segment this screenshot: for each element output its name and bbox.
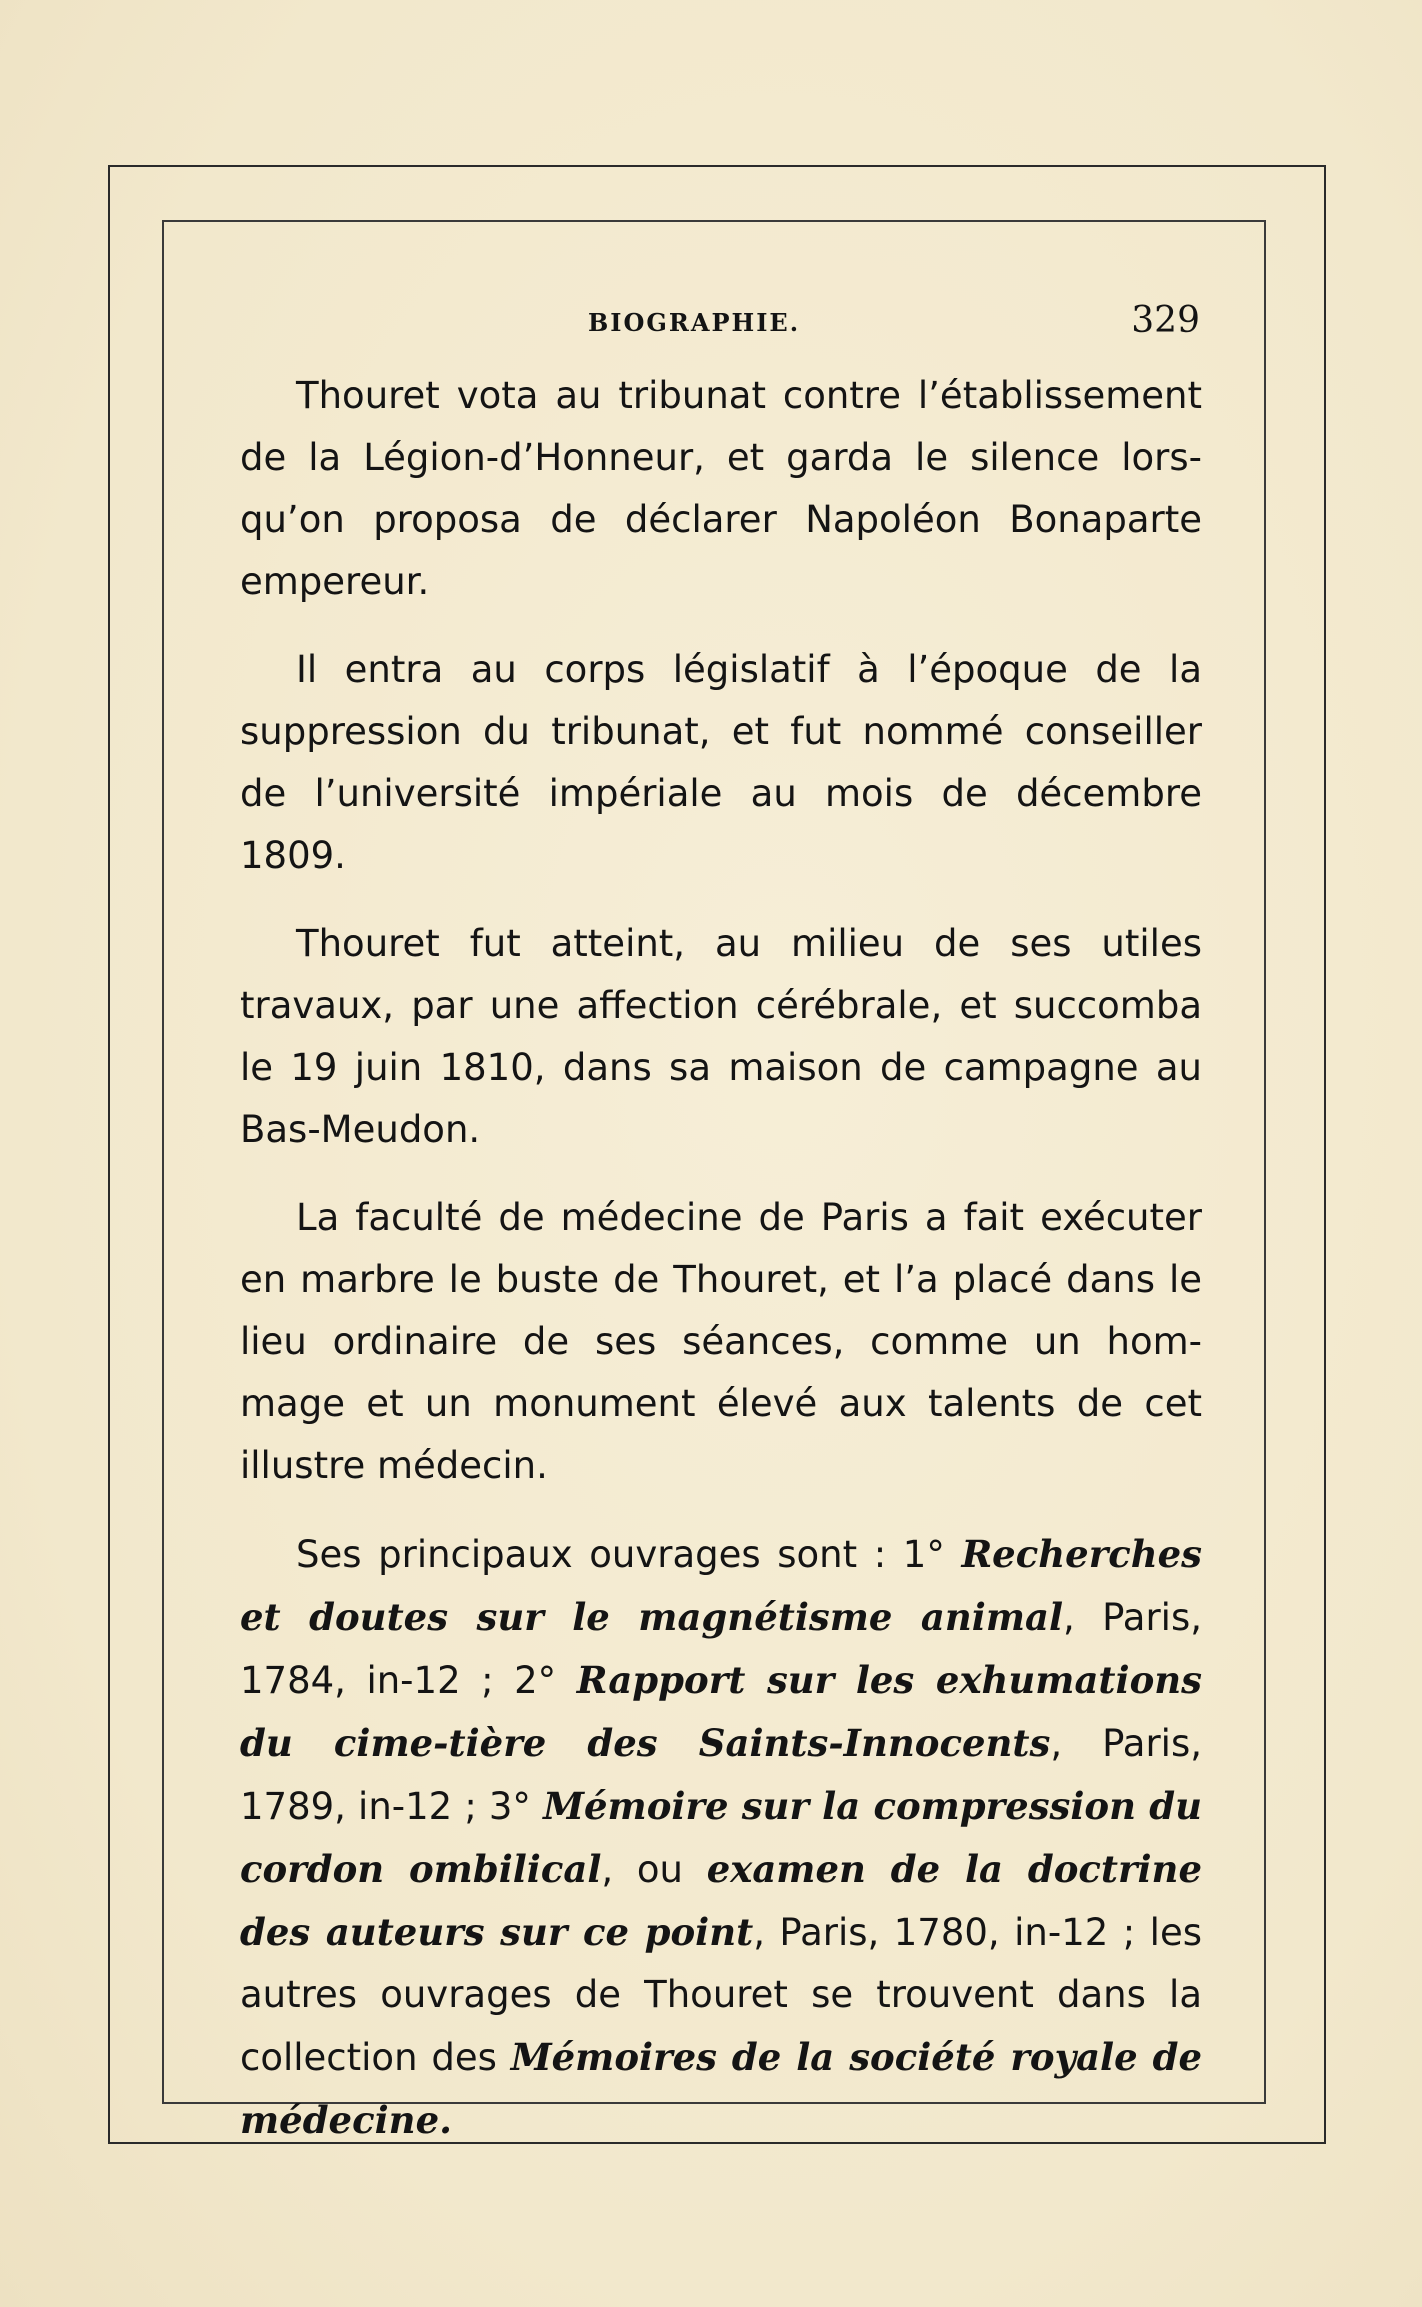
paragraph (240, 1523, 1202, 2152)
paragraph-text: , Paris, 1784, in-12 ; 2° (240, 1596, 1202, 1702)
paragraph-text: La faculté de médecine de Paris a fait exécuter en marbre le buste de Thouret, et l’a placé dans le lieu ordinaire de ses séances, comme un hom-mage et un monument élevé aux talents de cet illustre médecin. (240, 1196, 1202, 1487)
italic-title-text: Mémoire sur la compression du cordon ombilical (240, 1784, 1203, 1891)
paragraph-text: Thouret fut atteint, au milieu de ses utiles travaux, par une affection cérébrale, et succomba le 19 juin 1810, dans sa maison de campagne au Bas-Meudon. (240, 922, 1202, 1151)
paragraph-text: Thouret vota au tribunat contre l’établissement de la Légion-d’Honneur, et garda le silence lors-qu’on proposa de déclarer Napoléon Bonaparte empereur. (240, 374, 1202, 603)
paragraph (240, 913, 1202, 1161)
paragraph (240, 365, 1202, 613)
page-header (240, 300, 1200, 350)
italic-title-text: Recherches et doutes sur le magnétisme animal (240, 1532, 1202, 1639)
paragraph-text: , ou (601, 1848, 707, 1891)
paragraph (240, 639, 1202, 887)
paragraph-text: Il entra au corps législatif à l’époque de la suppression du tribunat, et fut nommé conseiller de l’université impériale au mois de décembre 1809. (240, 648, 1202, 877)
paragraph-text: Ses principaux ouvrages sont : 1° (296, 1533, 962, 1576)
paragraph (240, 1187, 1202, 1497)
italic-title-text: examen de la doctrine des auteurs sur ce point (240, 1847, 1202, 1954)
body-text (240, 365, 1202, 2178)
page-number: 329 (1131, 300, 1200, 341)
running-title: BIOGRAPHIE. (588, 308, 801, 337)
italic-title-text: Mémoires de la société royale de médecine. (240, 2035, 1202, 2142)
italic-title-text: Rapport sur les exhumations du cime-tière des Saints-Innocents (240, 1658, 1202, 1765)
paragraph-text: , Paris, 1780, in-12 ; les autres ouvrages de Thouret se trouvent dans la collection des (240, 1911, 1203, 2079)
paragraph-text: , Paris, 1789, in-12 ; 3° (240, 1722, 1202, 1828)
